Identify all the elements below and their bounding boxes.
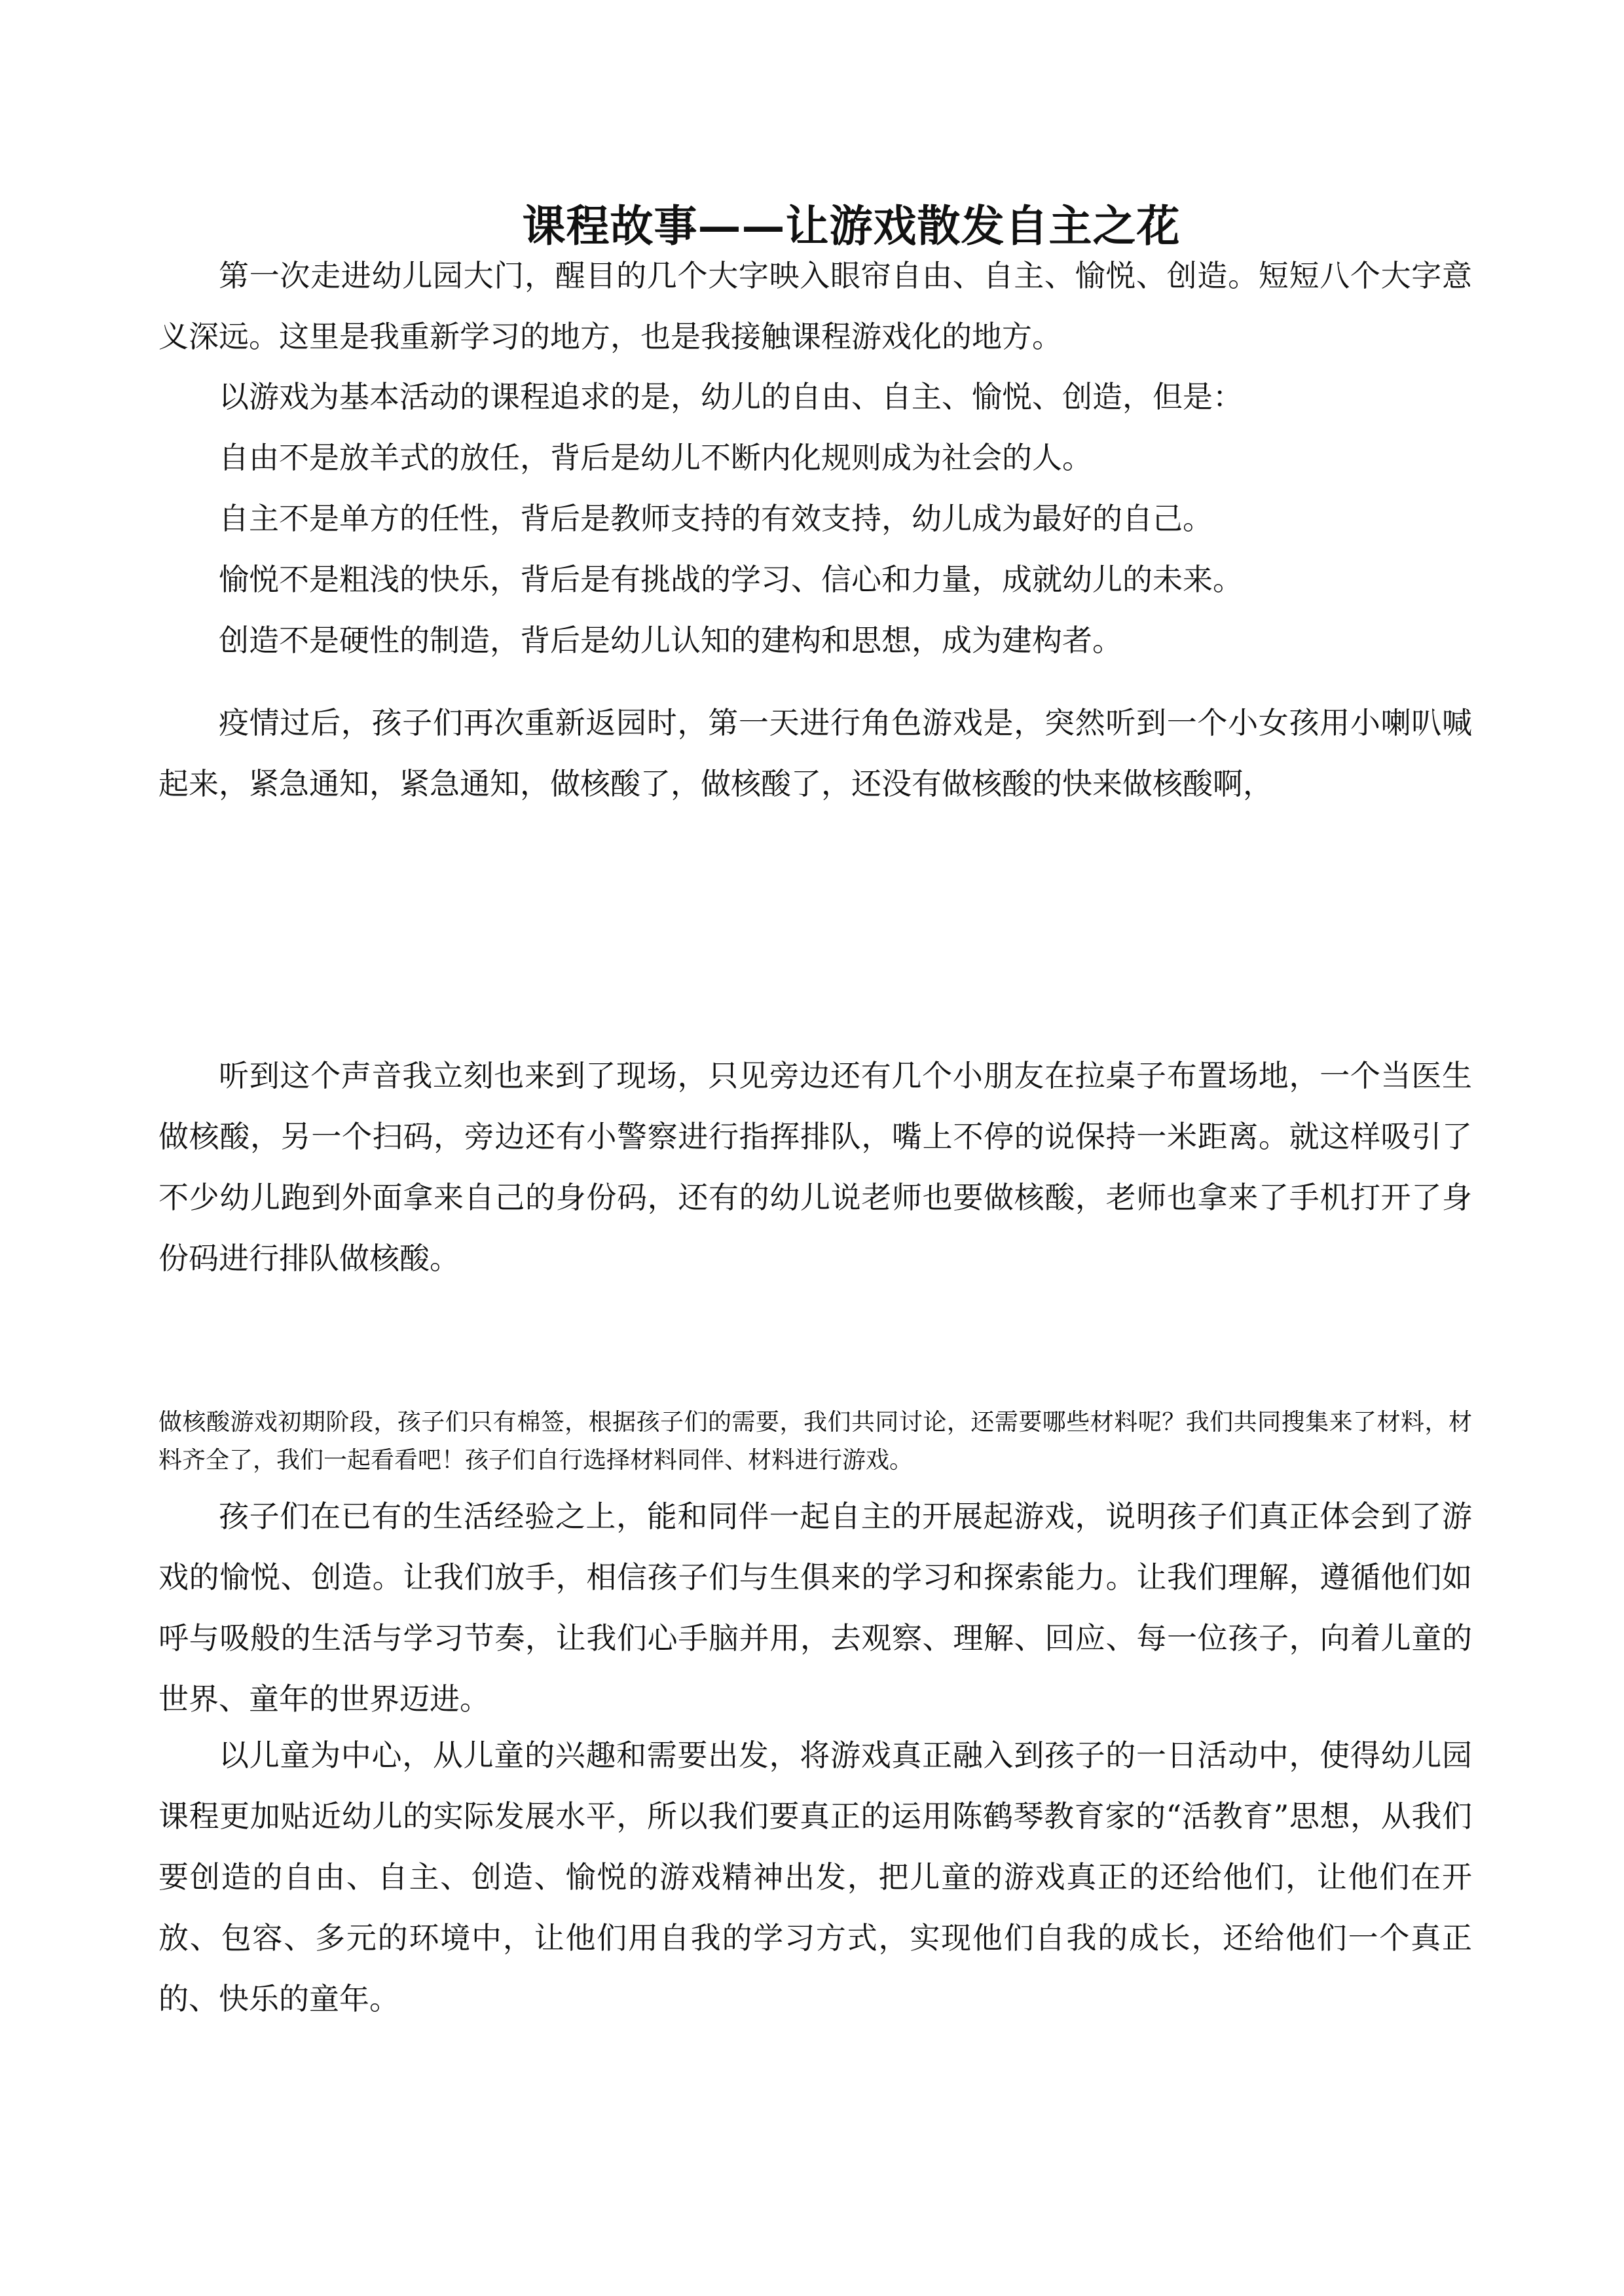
paragraph-on-site: 听到这个声音我立刻也来到了现场，只见旁边还有几个小朋友在拉桌子布置场地，一个当医生做核酸，另一个扫码，旁边还有小警察进行指挥排队，嘴上不停的说保持一米距离。就这样吸引了不少幼儿跑到外面拿来自己的身份码，还有的幼儿说老师也要做核酸，老师也拿来了手机打开了身份码进行排队做核酸。 bbox=[158, 1058, 1472, 1276]
paragraph-creation: 创造不是硬性的制造，背后是幼儿认知的建构和思想，成为建构者。 bbox=[219, 623, 1122, 658]
paragraph-conclusion: 以儿童为中心，从儿童的兴趣和需要出发，将游戏真正融入到孩子的一日活动中，使得幼儿园课程更加贴近幼儿的实际发展水平，所以我们要真正的运用陈鹤琴教育家的“活教育”思想，从我们要创造的自由、自主、创造、愉悦的游戏精神出发，把儿童的游戏真正的还给他们，让他们在开放、包容、多元的环境中，让他们用自我的学习方式，实现他们自我的成长，还给他们一个真正的、快乐的童年。 bbox=[158, 1738, 1472, 2016]
paragraph-intro: 第一次走进幼儿园大门，醒目的几个大字映入眼帘自由、自主、愉悦、创造。短短八个大字意义深远。这里是我重新学习的地方，也是我接触课程游戏化的地方。 bbox=[158, 258, 1472, 354]
paragraph-freedom: 自由不是放羊式的放任，背后是幼儿不断内化规则成为社会的人。 bbox=[219, 440, 1092, 475]
paragraph-after-epidemic: 疫情过后，孩子们再次重新返园时，第一天进行角色游戏是，突然听到一个小女孩用小喇叭喊起来，紧急通知，紧急通知，做核酸了，做核酸了，还没有做核酸的快来做核酸啊， bbox=[158, 705, 1472, 801]
paragraph-materials: 做核酸游戏初期阶段，孩子们只有棉签，根据孩子们的需要，我们共同讨论，还需要哪些材料呢？我们共同搜集来了材料，材料齐全了，我们一起看看吧！孩子们自行选择材料同伴、材料进行游戏。 bbox=[158, 1409, 1472, 1474]
paragraph-joy: 愉悦不是粗浅的快乐，背后是有挑战的学习、信心和力量，成就幼儿的未来。 bbox=[219, 562, 1243, 597]
paragraph-reflection: 孩子们在已有的生活经验之上，能和同伴一起自主的开展起游戏，说明孩子们真正体会到了游戏的愉悦、创造。让我们放手，相信孩子们与生俱来的学习和探索能力。让我们理解，遵循他们如呼与吸般的生活与学习节奏，让我们心手脑并用，去观察、理解、回应、每一位孩子，向着儿童的世界、童年的世界迈进。 bbox=[158, 1499, 1472, 1717]
paragraph-autonomy: 自主不是单方的任性，背后是教师支持的有效支持，幼儿成为最好的自己。 bbox=[219, 501, 1213, 536]
paragraph-pursuit: 以游戏为基本活动的课程追求的是，幼儿的自由、自主、愉悦、创造，但是： bbox=[219, 379, 1243, 414]
page-title: 课程故事——让游戏散发自主之花 bbox=[522, 200, 1181, 252]
